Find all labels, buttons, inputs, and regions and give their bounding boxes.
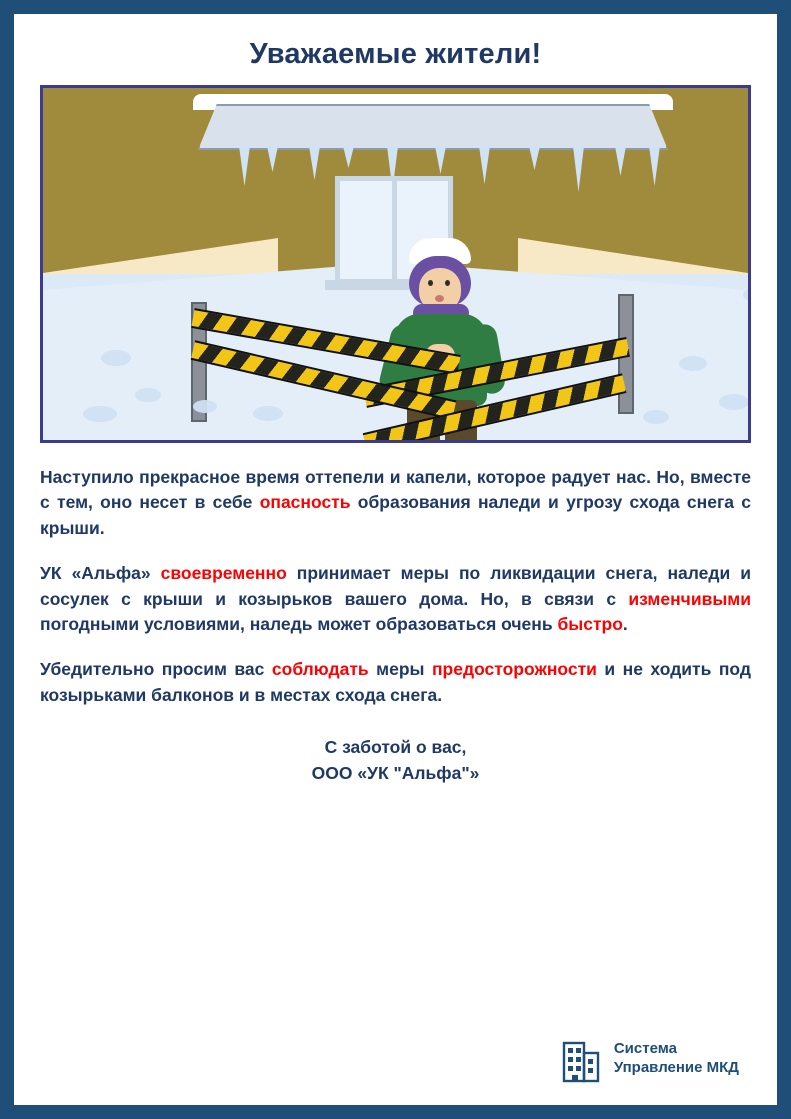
highlighted-text: опасность xyxy=(259,492,351,513)
highlighted-text: своевременно xyxy=(160,563,287,584)
highlighted-text: изменчивыми xyxy=(628,588,751,609)
winter-icicles-warning-illustration xyxy=(43,88,748,440)
signature xyxy=(40,734,751,787)
logo-line-1: Система xyxy=(613,1040,677,1058)
plain-text: меры xyxy=(368,659,432,680)
highlighted-text: быстро xyxy=(557,613,623,634)
snow-patch xyxy=(719,394,749,410)
paragraph-1 xyxy=(40,465,751,541)
illustration-frame xyxy=(40,85,751,443)
snow-patch xyxy=(643,410,669,424)
logo-line-2: Управление МКД xyxy=(613,1059,739,1076)
plain-text: и не ходить под козырьками балконов и в местах схода снега. xyxy=(40,659,752,705)
plain-text: Убедительно просим вас xyxy=(40,659,272,680)
paragraph-2 xyxy=(40,561,751,637)
plain-text: погодными условиями, наледь может образоваться очень xyxy=(40,613,558,634)
snow-patch xyxy=(679,356,707,371)
eye-right xyxy=(445,280,450,286)
paragraph-3 xyxy=(40,657,751,708)
footer-logo xyxy=(558,1035,739,1083)
plain-text: УК «Альфа» xyxy=(40,563,161,584)
snow-patch xyxy=(101,350,131,366)
snow-patch xyxy=(193,400,217,413)
snow-patch xyxy=(135,388,161,402)
plain-text: Наступило прекрасное время оттепели и капели, которое радует нас. Но, вместе с тем, оно несет в себе xyxy=(40,467,751,513)
building-icon xyxy=(558,1035,604,1083)
plain-text: образования наледи и угрозу схода снега с крыши. xyxy=(40,492,751,538)
mouth xyxy=(435,295,444,302)
plain-text: принимает меры по ликвидации снега, наледи и сосулек с крыши и козырьков вашего дома. Но, в связи с xyxy=(40,563,752,609)
highlighted-text: предосторожности xyxy=(431,659,597,680)
snow-patch xyxy=(253,406,283,421)
signature-line-1: С заботой о вас, xyxy=(324,737,467,757)
highlighted-text: соблюдать xyxy=(271,659,369,680)
roof-canopy xyxy=(198,104,668,150)
plain-text: . xyxy=(622,613,628,634)
signature-line-2: ООО «УК "Альфа"» xyxy=(311,763,480,784)
eye-left xyxy=(428,280,433,286)
logo-text xyxy=(614,1040,739,1078)
page-title: Уважаемые жители! xyxy=(249,38,542,70)
body-text xyxy=(40,465,751,708)
snow-patch xyxy=(83,406,117,422)
